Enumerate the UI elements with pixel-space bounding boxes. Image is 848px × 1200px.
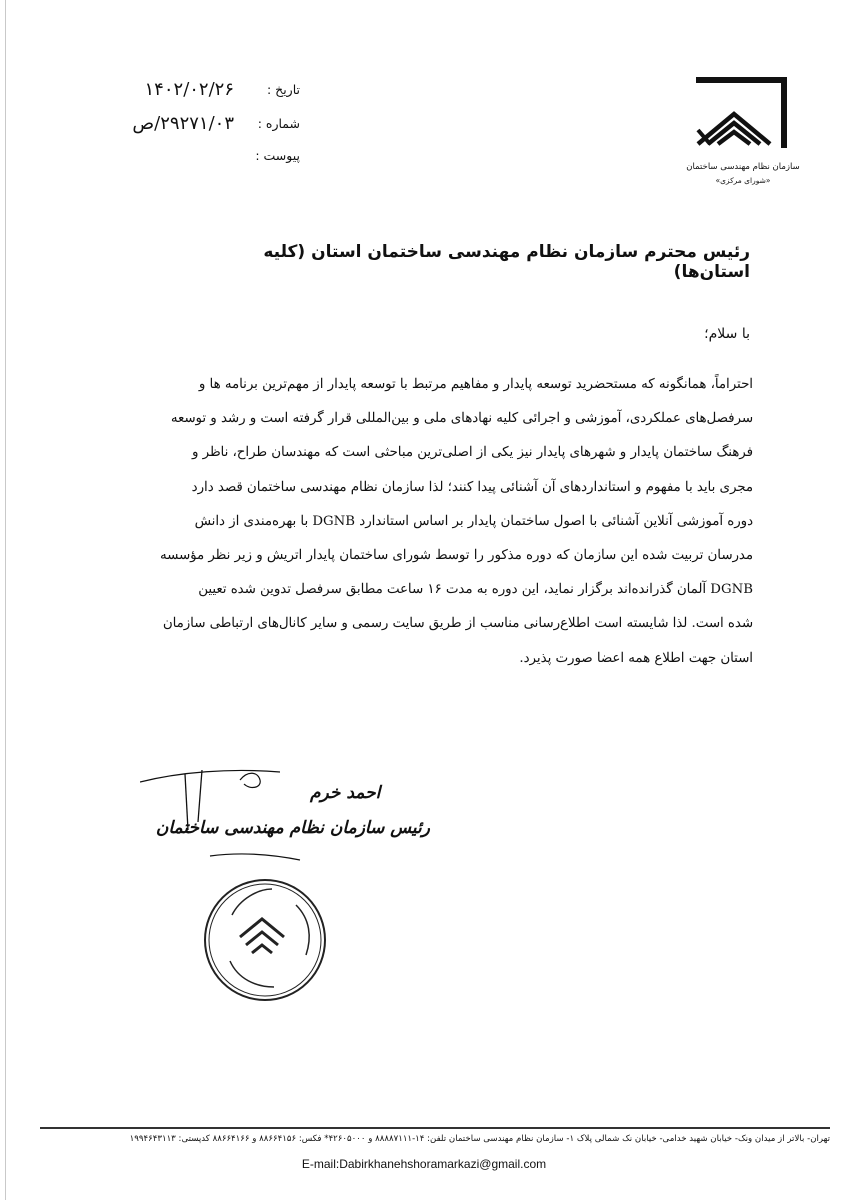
number-value: ۲۹۲۷۱/۰۳/ص	[132, 112, 234, 134]
footer-divider	[40, 1127, 830, 1129]
body-line: استان جهت اطلاع همه اعضا صورت پذیرد.	[519, 650, 753, 666]
body-line: سرفصل‌های عملکردی، آموزشی و اجرائی کلیه نهادهای ملی و بین‌المللی قرار گرفته است و رشد و توسعه	[170, 411, 753, 427]
margin-line	[5, 0, 6, 1200]
signatory-name: احمد خرم	[310, 783, 381, 803]
number-row	[132, 112, 300, 134]
organization-subtitle: «شورای مرکزی»	[715, 176, 771, 185]
letter-meta	[80, 78, 300, 168]
attachment-row	[240, 144, 300, 166]
body-line: احتراماً، همانگونه که مستحضرید توسعه پایدار و مفاهیم مرتبط با توسعه پایدار از مهم‌ترین برنامه ها و	[198, 377, 753, 392]
footer-email: E-mail:Dabirkhanehshoramarkazi@gmail.com	[301, 1157, 547, 1171]
letterhead-logo	[678, 70, 808, 200]
recipient-heading: رئیس محترم سازمان نظام مهندسی ساختمان استان (کلیه استان‌ها)	[263, 242, 750, 282]
organization-logo-icon	[690, 70, 790, 160]
date-label: تاریخ :	[266, 81, 300, 97]
footer-address: تهران- بالاتر از میدان ونک- خیابان شهید خدامی- خیابان نک شمالی پلاک ۱- سازمان نظام مهندسی ساختمان تلفن: ۱۴-۸۸۸۸۷۱۱۱ و ۴۲۶۰۵۰۰۰* فکس: ۸۸۶۶۴۱۵۶ و ۸۸۶۶۴۱۶۶ کدپستی: ۱۹۹۴۶۴۳۱۱۳	[129, 1134, 830, 1144]
signatory-title: رئیس سازمان نظام مهندسی ساختمان	[155, 818, 430, 838]
handwritten-signature	[140, 760, 340, 870]
number-label: شماره :	[257, 115, 300, 131]
organization-name: سازمان نظام مهندسی ساختمان	[686, 162, 800, 172]
body-line: DGNB آلمان گذرانده‌اند برگزار نماید، این دوره به مدت ۱۶ ساعت مطابق سرفصل تدوین شده تعیین	[198, 582, 753, 598]
body-line: فرهنگ ساختمان پایدار و شهرهای پایدار نیز یکی از اصلی‌ترین مباحثی است که مهندسان طراح، ناظر و	[191, 445, 753, 461]
date-value: ۱۴۰۲/۰۲/۲۶	[144, 78, 234, 100]
attachment-label: پیوست :	[255, 147, 300, 163]
body-line: دوره آموزشی آنلاین آشنائی با اصول ساختمان پایدار بر اساس استاندارد DGNB با بهره‌مندی از دانش	[194, 513, 753, 529]
body-line: مدرسان تربیت شده این سازمان که دوره مذکور را توسط شورای ساختمان پایدار اتریش و زیر نظر مؤسسه	[159, 548, 753, 564]
official-seal-stamp	[200, 875, 330, 1005]
greeting: با سلام؛	[704, 326, 750, 342]
date-row	[145, 78, 300, 100]
letter-body	[98, 368, 753, 676]
body-line: مجری باید با مفهوم و استانداردهای آن آشنائی پیدا کنند؛ لذا سازمان نظام مهندسی ساختمان قصد دارد	[191, 479, 753, 495]
body-line: شده است. لذا شایسته است اطلاع‌رسانی مناسب از طریق سایت رسمی و سایر کانال‌های ارتباطی سازمان	[162, 616, 753, 632]
